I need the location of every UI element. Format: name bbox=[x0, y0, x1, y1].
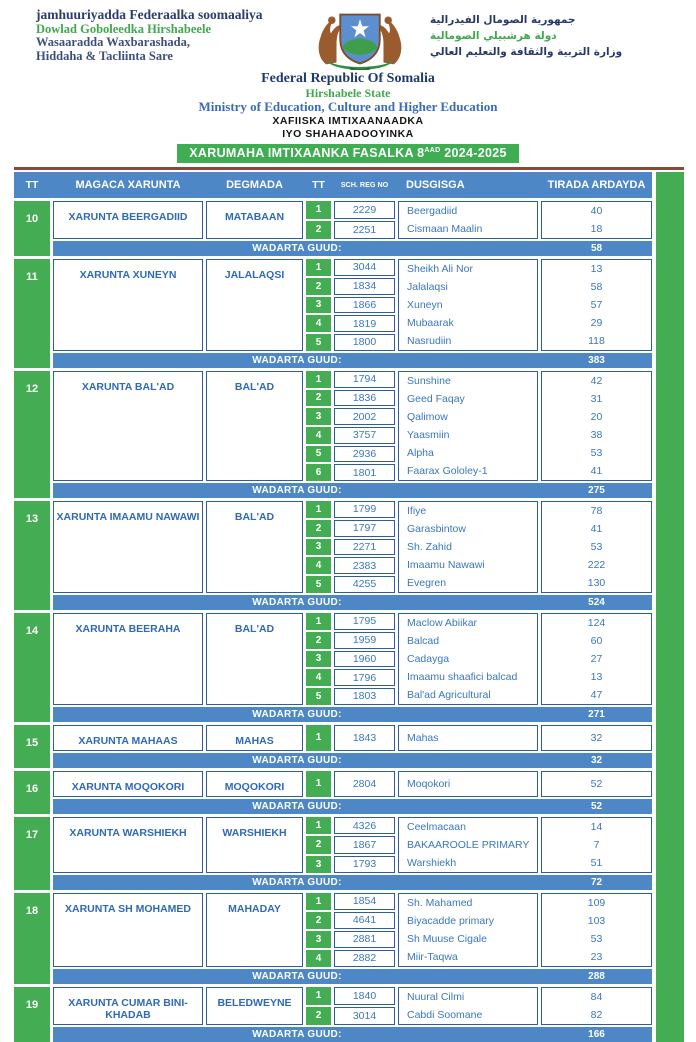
center-number: 11 bbox=[14, 259, 50, 368]
school-reg-no: 1796 bbox=[334, 669, 395, 686]
total-value: 52 bbox=[590, 800, 603, 812]
student-count: 130 bbox=[587, 576, 606, 589]
school-name: Balcad bbox=[407, 634, 440, 647]
center-name: XARUNTA WARSHIEKH bbox=[53, 817, 203, 873]
school-reg-no: 1801 bbox=[334, 464, 395, 481]
exam-center-group-row bbox=[14, 771, 652, 814]
school-name: Ifiye bbox=[407, 504, 427, 517]
total-value: 288 bbox=[588, 970, 605, 982]
total-label: WADARTA GUUD: bbox=[252, 354, 342, 366]
student-count: 109 bbox=[587, 896, 606, 909]
total-label: WADARTA GUUD: bbox=[252, 754, 342, 766]
school-name-column bbox=[398, 501, 538, 593]
school-name: Imaamu shaafici balcad bbox=[407, 670, 518, 683]
school-index: 2 bbox=[306, 221, 331, 239]
district-name: MOQOKORI bbox=[206, 771, 303, 797]
school-reg-column bbox=[334, 201, 395, 239]
school-name: Moqokori bbox=[407, 777, 451, 790]
student-count-column bbox=[541, 371, 652, 481]
school-name: Alpha bbox=[407, 446, 434, 459]
school-name: BAKAAROOLE PRIMARY bbox=[407, 838, 530, 851]
school-reg-column bbox=[334, 817, 395, 873]
district-name: MAHADAY bbox=[206, 893, 303, 967]
group-total-row bbox=[53, 1027, 652, 1042]
district-name: BAL'AD bbox=[206, 371, 303, 481]
school-name: Evegren bbox=[407, 576, 447, 589]
total-value: 275 bbox=[588, 484, 605, 496]
exam-center-group-row bbox=[14, 725, 652, 768]
school-name: Cabdi Soomane bbox=[407, 1008, 483, 1021]
student-count: 58 bbox=[590, 280, 603, 293]
state-line: Dowlad Goboleedka Hirshabeele bbox=[36, 21, 212, 36]
student-count: 41 bbox=[590, 522, 603, 535]
school-reg-no: 1866 bbox=[334, 297, 395, 314]
school-reg-no: 3044 bbox=[334, 259, 395, 276]
school-index: 1 bbox=[306, 613, 331, 630]
school-index: 4 bbox=[306, 427, 331, 444]
school-index: 4 bbox=[306, 669, 331, 686]
school-name: Warshiekh bbox=[407, 856, 457, 869]
student-count: 7 bbox=[593, 838, 600, 851]
school-name-column bbox=[398, 201, 538, 239]
total-value: 383 bbox=[588, 354, 605, 366]
school-index-column bbox=[306, 613, 331, 705]
center-number: 13 bbox=[14, 501, 50, 610]
school-reg-no: 2804 bbox=[334, 771, 395, 797]
hirshabele-coat-of-arms-icon bbox=[290, 8, 430, 70]
student-count: 18 bbox=[590, 222, 603, 235]
total-label: WADARTA GUUD: bbox=[252, 596, 342, 608]
school-reg-no: 1800 bbox=[334, 334, 395, 351]
school-name: Yaasmiin bbox=[407, 428, 450, 441]
school-index: 2 bbox=[306, 912, 331, 929]
student-count: 47 bbox=[590, 688, 603, 701]
student-count: 23 bbox=[590, 950, 603, 963]
school-index: 1 bbox=[306, 201, 331, 219]
total-label: WADARTA GUUD: bbox=[252, 484, 342, 496]
student-count: 124 bbox=[587, 616, 606, 629]
total-label: WADARTA GUUD: bbox=[252, 1028, 342, 1040]
exam-centers-banner bbox=[177, 144, 518, 163]
school-index: 4 bbox=[306, 557, 331, 574]
student-count: 32 bbox=[590, 731, 603, 744]
group-total-row bbox=[53, 799, 652, 814]
district-name: BAL'AD bbox=[206, 501, 303, 593]
total-value: 166 bbox=[588, 1028, 605, 1040]
center-name: XARUNTA SH MOHAMED bbox=[53, 893, 203, 967]
student-count-column bbox=[541, 893, 652, 967]
student-count-column bbox=[541, 201, 652, 239]
center-name: XARUNTA BAL'AD bbox=[53, 371, 203, 481]
arabic-header-block bbox=[430, 8, 696, 60]
school-name: Cismaan Maalin bbox=[407, 222, 483, 235]
student-count: 53 bbox=[590, 446, 603, 459]
center-number: 17 bbox=[14, 817, 50, 890]
group-total-row bbox=[53, 875, 652, 890]
school-name: Sh. Mahamed bbox=[407, 896, 473, 909]
exam-centers-table bbox=[14, 167, 684, 1042]
student-count-column bbox=[541, 259, 652, 351]
school-reg-column bbox=[334, 893, 395, 967]
table-body bbox=[14, 201, 652, 1042]
school-name: Sheikh Ali Nor bbox=[407, 262, 473, 275]
school-index: 1 bbox=[306, 371, 331, 388]
school-index-column bbox=[306, 501, 331, 593]
banner-superscript: AAD bbox=[424, 146, 441, 154]
total-value: 271 bbox=[588, 708, 605, 720]
school-reg-no: 1797 bbox=[334, 520, 395, 537]
school-name: Garasbintow bbox=[407, 522, 466, 535]
school-index: 3 bbox=[306, 931, 331, 948]
school-name: Xuneyn bbox=[407, 298, 443, 311]
school-reg-column bbox=[334, 725, 395, 751]
school-reg-column bbox=[334, 987, 395, 1025]
school-reg-no: 1793 bbox=[334, 856, 395, 873]
center-name: XARUNTA MOQOKORI bbox=[53, 771, 203, 797]
exam-office-line2: IYO SHAHAADOOYINKA bbox=[282, 127, 414, 140]
student-count: 222 bbox=[587, 558, 606, 571]
district-name: BELEDWEYNE bbox=[206, 987, 303, 1025]
school-index: 1 bbox=[306, 893, 331, 910]
school-name: Bal'ad Agricultural bbox=[407, 688, 491, 701]
student-count: 51 bbox=[590, 856, 603, 869]
school-index: 1 bbox=[306, 501, 331, 518]
school-reg-no: 3014 bbox=[334, 1007, 395, 1025]
school-name: Beergadiid bbox=[407, 204, 458, 217]
school-reg-no: 1819 bbox=[334, 315, 395, 332]
school-name-column bbox=[398, 725, 538, 751]
student-count: 20 bbox=[590, 410, 603, 423]
school-reg-no: 1794 bbox=[334, 371, 395, 388]
student-count: 118 bbox=[588, 334, 605, 347]
school-reg-no: 1843 bbox=[334, 725, 395, 751]
column-header-students: TIRADA ARDAYDA bbox=[547, 178, 646, 191]
total-value: 524 bbox=[588, 596, 605, 608]
student-count: 78 bbox=[590, 504, 603, 517]
student-count: 41 bbox=[590, 464, 603, 477]
school-index: 2 bbox=[306, 632, 331, 649]
school-name: Cadayga bbox=[407, 652, 450, 665]
school-name: Nasrudiin bbox=[407, 334, 452, 347]
school-reg-no: 4326 bbox=[334, 817, 395, 834]
student-count-column bbox=[541, 725, 652, 751]
student-count: 13 bbox=[590, 262, 603, 275]
student-count: 38 bbox=[590, 428, 603, 441]
state-title: Hirshabele State bbox=[305, 85, 391, 100]
school-name-column bbox=[398, 371, 538, 481]
student-count-column bbox=[541, 501, 652, 593]
table-header-row bbox=[14, 172, 652, 198]
student-count: 40 bbox=[590, 204, 603, 217]
center-name: XARUNTA CUMAR BINI-KHADAB bbox=[53, 987, 203, 1025]
school-name-column bbox=[398, 771, 538, 797]
school-index-column bbox=[306, 259, 331, 351]
school-reg-column bbox=[334, 771, 395, 797]
school-name: Geed Faqay bbox=[407, 392, 465, 405]
column-header-district: DEGMADA bbox=[226, 178, 283, 191]
total-value: 32 bbox=[590, 754, 603, 766]
school-reg-no: 3757 bbox=[334, 427, 395, 444]
center-number: 19 bbox=[14, 987, 50, 1042]
student-count: 57 bbox=[590, 298, 603, 311]
school-index: 5 bbox=[306, 446, 331, 463]
ministry-line1: Wasaaradda Waxbarashada, bbox=[36, 35, 190, 50]
center-name: XARUNTA IMAAMU NAWAWI bbox=[53, 501, 203, 593]
school-reg-no: 4255 bbox=[334, 576, 395, 593]
school-name: Faarax Gololey-1 bbox=[407, 464, 488, 477]
republic-line: jamhuuriyadda Federaalka soomaaliya bbox=[36, 7, 263, 22]
school-name: Qalimow bbox=[407, 410, 448, 423]
ministry-title: Ministry of Education, Culture and Higher Education bbox=[198, 99, 498, 115]
school-index: 5 bbox=[306, 688, 331, 705]
center-number: 12 bbox=[14, 371, 50, 498]
group-total-row bbox=[53, 969, 652, 984]
center-name: XARUNTA MAHAAS bbox=[53, 725, 203, 751]
school-reg-no: 1836 bbox=[334, 390, 395, 407]
school-reg-column bbox=[334, 371, 395, 481]
school-name: Sh Muuse Cigale bbox=[407, 932, 487, 945]
total-label: WADARTA GUUD: bbox=[252, 242, 342, 254]
district-name: MAHAS bbox=[206, 725, 303, 751]
school-index-column bbox=[306, 987, 331, 1025]
district-name: MATABAAN bbox=[206, 201, 303, 239]
center-title-block bbox=[0, 71, 696, 141]
total-value: 72 bbox=[590, 876, 603, 888]
school-name: Mubaarak bbox=[407, 316, 454, 329]
school-reg-no: 1959 bbox=[334, 632, 395, 649]
country-title: Federal Republic Of Somalia bbox=[261, 71, 435, 86]
school-name: Sh. Zahid bbox=[407, 540, 452, 553]
group-total-row bbox=[53, 241, 652, 256]
school-index: 3 bbox=[306, 856, 331, 873]
total-label: WADARTA GUUD: bbox=[252, 970, 342, 982]
school-index: 3 bbox=[306, 408, 331, 425]
group-total-row bbox=[53, 595, 652, 610]
somali-header-block bbox=[0, 8, 290, 63]
exam-center-group-row bbox=[14, 613, 652, 722]
school-index: 2 bbox=[306, 1007, 331, 1025]
school-name: Biyacadde primary bbox=[407, 914, 494, 927]
column-header-tt: TT bbox=[25, 178, 39, 191]
column-header-sub-tt: TT bbox=[312, 178, 325, 191]
column-header-reg-no: SCH. REG NO bbox=[340, 180, 389, 190]
total-label: WADARTA GUUD: bbox=[252, 800, 342, 812]
school-name: Maclow Abiikar bbox=[407, 616, 478, 629]
school-index-column bbox=[306, 771, 331, 797]
center-number: 18 bbox=[14, 893, 50, 984]
exam-office-line1: XAFIISKA IMTIXAANAADKA bbox=[272, 114, 424, 127]
total-label: WADARTA GUUD: bbox=[252, 876, 342, 888]
school-index-column bbox=[306, 371, 331, 481]
student-count-column bbox=[541, 987, 652, 1025]
banner-years: 2024-2025 bbox=[440, 145, 507, 160]
center-number: 15 bbox=[14, 725, 50, 768]
school-reg-no: 1803 bbox=[334, 688, 395, 705]
school-reg-no: 1834 bbox=[334, 278, 395, 295]
school-index: 3 bbox=[306, 651, 331, 668]
student-count: 84 bbox=[590, 990, 603, 1003]
group-total-row bbox=[53, 483, 652, 498]
school-reg-no: 1854 bbox=[334, 893, 395, 910]
school-reg-no: 2882 bbox=[334, 950, 395, 967]
school-index: 3 bbox=[306, 297, 331, 314]
document-header bbox=[0, 0, 696, 163]
group-total-row bbox=[53, 707, 652, 722]
student-count-column bbox=[541, 771, 652, 797]
student-count: 42 bbox=[590, 374, 603, 387]
center-name: XARUNTA BEERAHA bbox=[53, 613, 203, 705]
school-reg-no: 1799 bbox=[334, 501, 395, 518]
school-name-column bbox=[398, 893, 538, 967]
school-reg-no: 2383 bbox=[334, 557, 395, 574]
school-index: 1 bbox=[306, 771, 331, 797]
group-total-row bbox=[53, 753, 652, 768]
school-reg-no: 1795 bbox=[334, 613, 395, 630]
student-count: 14 bbox=[590, 820, 603, 833]
school-index: 3 bbox=[306, 539, 331, 556]
school-index: 2 bbox=[306, 836, 331, 853]
student-count: 53 bbox=[590, 932, 603, 945]
arabic-ministry-line: وزارة التربية والثقافة والتعليم العالي bbox=[430, 45, 623, 58]
school-name-column bbox=[398, 259, 538, 351]
student-count-column bbox=[541, 817, 652, 873]
center-number: 10 bbox=[14, 201, 50, 256]
school-reg-no: 1840 bbox=[334, 987, 395, 1005]
exam-center-group-row bbox=[14, 371, 652, 498]
school-name: Jalalaqsi bbox=[407, 280, 448, 293]
student-count: 53 bbox=[590, 540, 603, 553]
school-index: 1 bbox=[306, 987, 331, 1005]
ministry-line2: Hiddaha & Tacliinta Sare bbox=[36, 48, 173, 63]
school-reg-no: 2229 bbox=[334, 201, 395, 219]
exam-center-group-row bbox=[14, 501, 652, 610]
center-name: XARUNTA BEERGADIID bbox=[53, 201, 203, 239]
school-index-column bbox=[306, 725, 331, 751]
school-index: 5 bbox=[306, 576, 331, 593]
school-name-column bbox=[398, 817, 538, 873]
school-index: 2 bbox=[306, 278, 331, 295]
school-index: 2 bbox=[306, 390, 331, 407]
school-reg-no: 2002 bbox=[334, 408, 395, 425]
school-index: 6 bbox=[306, 464, 331, 481]
total-value: 58 bbox=[590, 242, 603, 254]
student-count: 27 bbox=[590, 652, 603, 665]
district-name: BAL'AD bbox=[206, 613, 303, 705]
school-index: 1 bbox=[306, 817, 331, 834]
school-index: 5 bbox=[306, 334, 331, 351]
right-green-strip bbox=[656, 172, 684, 1042]
student-count: 52 bbox=[590, 777, 603, 790]
exam-center-group-row bbox=[14, 201, 652, 256]
school-name: Imaamu Nawawi bbox=[407, 558, 485, 571]
school-index-column bbox=[306, 817, 331, 873]
student-count: 31 bbox=[590, 392, 603, 405]
center-name: XARUNTA XUNEYN bbox=[53, 259, 203, 351]
district-name: JALALAQSI bbox=[206, 259, 303, 351]
school-name: Miir-Taqwa bbox=[407, 950, 458, 963]
exam-center-group-row bbox=[14, 893, 652, 984]
school-index: 2 bbox=[306, 520, 331, 537]
exam-center-group-row bbox=[14, 987, 652, 1042]
school-reg-no: 2251 bbox=[334, 221, 395, 239]
district-name: WARSHIEKH bbox=[206, 817, 303, 873]
student-count: 60 bbox=[590, 634, 603, 647]
school-index-column bbox=[306, 893, 331, 967]
school-name: Nuural Cilmi bbox=[407, 990, 465, 1003]
student-count: 103 bbox=[587, 914, 606, 927]
total-label: WADARTA GUUD: bbox=[252, 708, 342, 720]
school-reg-no: 2881 bbox=[334, 931, 395, 948]
exam-center-group-row bbox=[14, 817, 652, 890]
column-header-center-name: MAGACA XARUNTA bbox=[75, 178, 181, 191]
school-name: Ceelmacaan bbox=[407, 820, 466, 833]
student-count: 13 bbox=[590, 670, 603, 683]
group-total-row bbox=[53, 353, 652, 368]
student-count-column bbox=[541, 613, 652, 705]
arabic-state-line: دولة هرشبيلي الصومالية bbox=[430, 29, 557, 42]
center-number: 16 bbox=[14, 771, 50, 814]
column-header-school: DUSGISGA bbox=[406, 178, 465, 191]
school-reg-column bbox=[334, 501, 395, 593]
school-name-column bbox=[398, 987, 538, 1025]
student-count: 82 bbox=[590, 1008, 603, 1021]
school-reg-no: 2936 bbox=[334, 446, 395, 463]
school-reg-column bbox=[334, 613, 395, 705]
school-index-column bbox=[306, 201, 331, 239]
banner-text: XARUMAHA IMTIXAANKA FASALKA 8 bbox=[189, 145, 425, 160]
school-index: 1 bbox=[306, 259, 331, 276]
school-reg-no: 1867 bbox=[334, 836, 395, 853]
school-name-column bbox=[398, 613, 538, 705]
school-name: Mahas bbox=[407, 731, 439, 744]
center-number: 14 bbox=[14, 613, 50, 722]
school-index: 4 bbox=[306, 950, 331, 967]
student-count: 29 bbox=[590, 316, 603, 329]
school-index: 4 bbox=[306, 315, 331, 332]
school-reg-no: 1960 bbox=[334, 651, 395, 668]
school-reg-no: 4641 bbox=[334, 912, 395, 929]
school-reg-column bbox=[334, 259, 395, 351]
school-reg-no: 2271 bbox=[334, 539, 395, 556]
school-index: 1 bbox=[306, 725, 331, 751]
exam-center-group-row bbox=[14, 259, 652, 368]
arabic-republic-line: جمهورية الصومال الفيدرالية bbox=[430, 14, 576, 26]
school-name: Sunshine bbox=[407, 374, 451, 387]
